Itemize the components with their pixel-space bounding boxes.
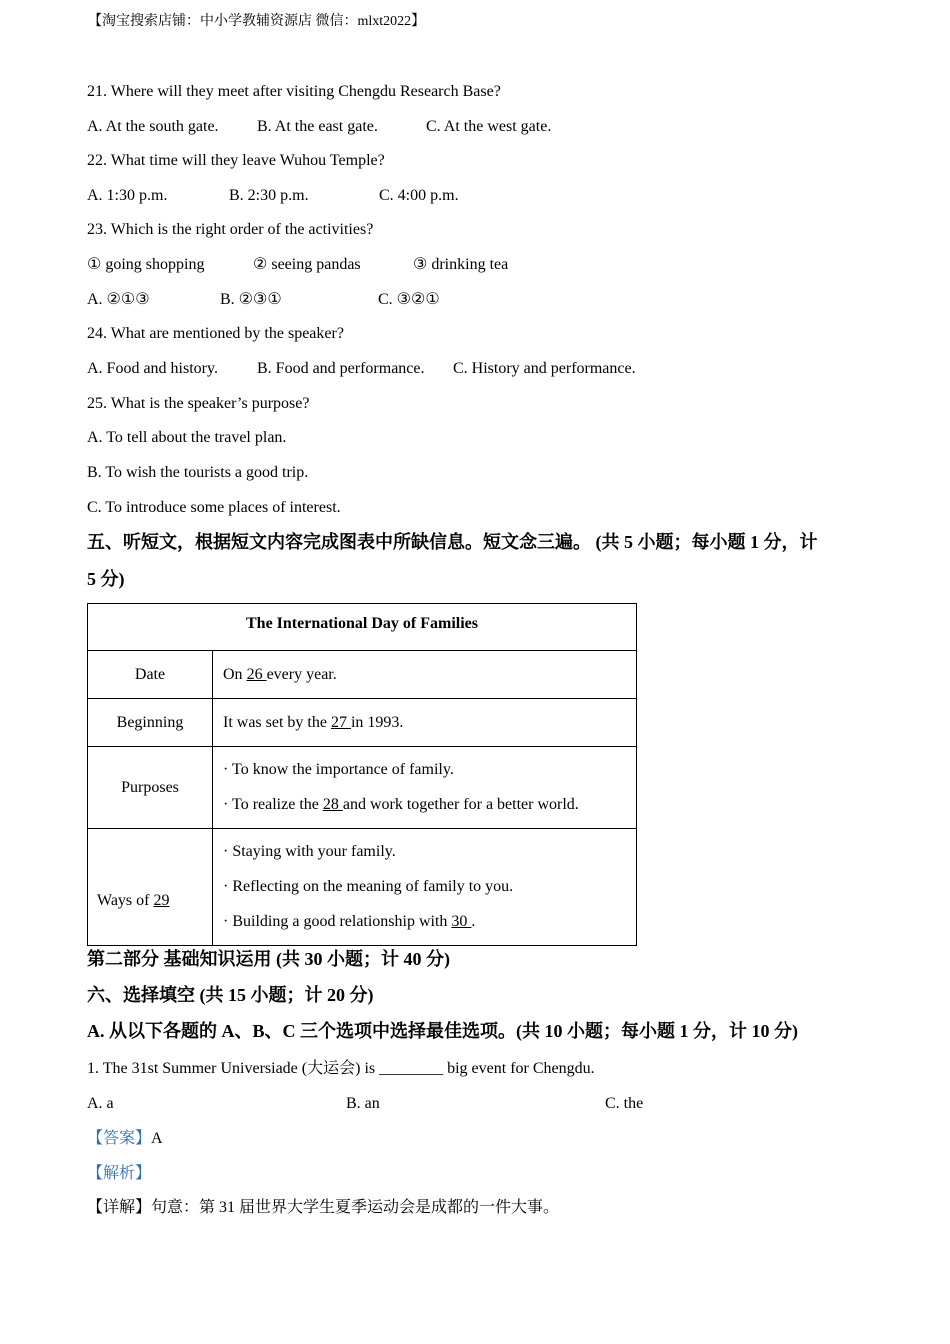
question-1-options bbox=[87, 1096, 787, 1116]
question-25-option-b: B. To wish the tourists a good trip. bbox=[87, 464, 309, 481]
row-label bbox=[88, 829, 213, 946]
question-21-options bbox=[87, 119, 687, 139]
blank-29: 29 bbox=[153, 892, 170, 909]
row-content bbox=[213, 699, 637, 747]
row-content bbox=[213, 829, 637, 946]
families-info-table bbox=[87, 603, 637, 946]
analysis-label: 【解析】 bbox=[87, 1165, 152, 1182]
option-a: A. a bbox=[87, 1095, 114, 1112]
section-a-heading: A. 从以下各题的 A、B、C 三个选项中选择最佳选项。(共 10 小题；每小题 1 分，计 10 分) bbox=[87, 1021, 798, 1041]
detail-text: 句意：第 31 届世界大学生夏季运动会是成都的一件大事。 bbox=[151, 1199, 560, 1216]
row-label: Purposes bbox=[88, 747, 213, 829]
row-label: Beginning bbox=[88, 699, 213, 747]
detail-line bbox=[87, 1200, 559, 1216]
option-c: C. ③②① bbox=[378, 291, 440, 308]
option-a: A. Food and history. bbox=[87, 360, 218, 377]
table-row bbox=[88, 699, 637, 747]
option-b: B. ②③① bbox=[220, 291, 282, 308]
activity-2: ② seeing pandas bbox=[253, 256, 361, 273]
question-1-stem: 1. The 31st Summer Universiade (大运会) is ________ big event for Chengdu. bbox=[87, 1060, 595, 1077]
row-label: Date bbox=[88, 651, 213, 699]
answer-label: 【答案】 bbox=[87, 1130, 152, 1147]
question-25-option-a: A. To tell about the travel plan. bbox=[87, 429, 287, 446]
answer-value: A bbox=[151, 1130, 163, 1147]
question-21-stem: 21. Where will they meet after visiting Chengdu Research Base? bbox=[87, 83, 501, 100]
option-b: B. 2:30 p.m. bbox=[229, 187, 309, 204]
question-22-stem: 22. What time will they leave Wuhou Temple? bbox=[87, 152, 385, 169]
section-6-heading: 六、选择填空 (共 15 小题；计 20 分) bbox=[87, 985, 374, 1005]
question-23-options bbox=[87, 292, 687, 312]
option-c: C. At the west gate. bbox=[426, 118, 552, 135]
option-b: B. an bbox=[346, 1095, 380, 1112]
text-segment: in 1993. bbox=[350, 713, 404, 731]
activity-1: ① going shopping bbox=[87, 256, 205, 273]
option-c: C. the bbox=[605, 1095, 644, 1112]
question-24-options bbox=[87, 361, 787, 381]
text-segment: every year. bbox=[266, 665, 337, 683]
option-b: B. Food and performance. bbox=[257, 360, 425, 377]
text-segment: It was set by the bbox=[223, 713, 331, 731]
table-title: The International Day of Families bbox=[88, 604, 637, 651]
option-a: A. 1:30 p.m. bbox=[87, 187, 168, 204]
table-title-row bbox=[88, 604, 637, 651]
section-5-heading-line1: 五、听短文，根据短文内容完成图表中所缺信息。短文念三遍。 (共 5 小题；每小题 1 分，计 bbox=[87, 532, 818, 552]
answer-line bbox=[87, 1131, 163, 1147]
question-25-stem: 25. What is the speaker’s purpose? bbox=[87, 395, 310, 412]
option-a: A. ②①③ bbox=[87, 291, 150, 308]
table-row bbox=[88, 829, 637, 946]
text-segment: and work together for a better world. bbox=[342, 796, 579, 813]
blank-30: 30 bbox=[451, 913, 472, 930]
text-segment: · Reflecting on the meaning of family to you. bbox=[223, 878, 514, 895]
text-segment: · To realize the bbox=[223, 796, 323, 813]
option-c: C. History and performance. bbox=[453, 360, 636, 377]
row-content bbox=[213, 651, 637, 699]
question-24-stem: 24. What are mentioned by the speaker? bbox=[87, 325, 344, 342]
text-segment: On bbox=[223, 665, 247, 683]
table-row bbox=[88, 747, 637, 829]
part-2-heading: 第二部分 基础知识运用 (共 30 小题；计 40 分) bbox=[87, 949, 450, 969]
row-content bbox=[213, 747, 637, 829]
blank-27: 27 bbox=[330, 713, 351, 731]
question-25-option-c: C. To introduce some places of interest. bbox=[87, 499, 341, 516]
question-23-activities bbox=[87, 257, 687, 277]
text-segment: · Staying with your family. bbox=[223, 843, 396, 860]
blank-28: 28 bbox=[322, 796, 343, 813]
table-row bbox=[88, 651, 637, 699]
section-5-heading-line2: 5 分) bbox=[87, 569, 125, 589]
blank-26: 26 bbox=[246, 665, 267, 683]
activity-3: ③ drinking tea bbox=[413, 256, 509, 273]
text-segment: . bbox=[471, 913, 476, 930]
text-segment: · To know the importance of family. bbox=[223, 761, 454, 778]
question-22-options bbox=[87, 188, 687, 208]
option-a: A. At the south gate. bbox=[87, 118, 219, 135]
text-segment: Ways of bbox=[97, 892, 154, 909]
option-c: C. 4:00 p.m. bbox=[379, 187, 459, 204]
header-banner: 【淘宝搜索店铺：中小学教辅资源店 微信：mlxt2022】 bbox=[88, 14, 426, 29]
detail-label: 【详解】 bbox=[87, 1199, 152, 1216]
question-23-stem: 23. Which is the right order of the activities? bbox=[87, 221, 374, 238]
text-segment: · Building a good relationship with bbox=[223, 913, 452, 930]
option-b: B. At the east gate. bbox=[257, 118, 378, 135]
